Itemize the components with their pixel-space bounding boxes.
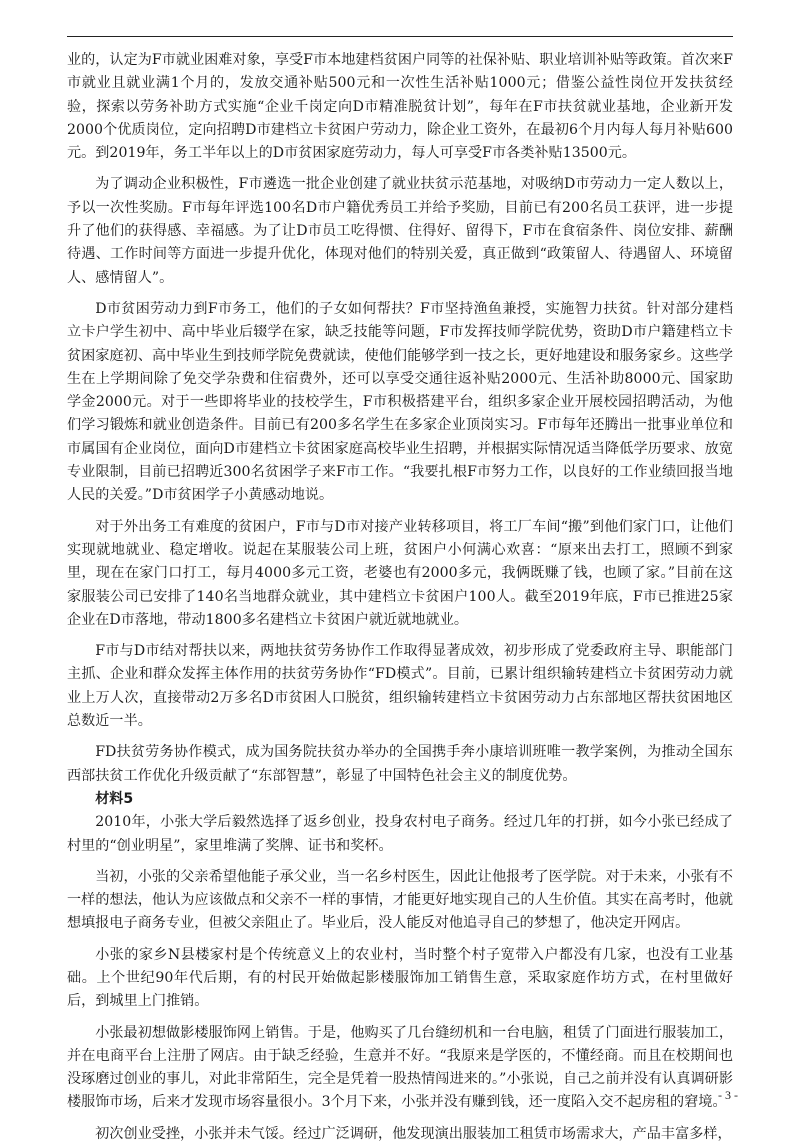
paragraph-gap [67, 1115, 733, 1123]
paragraph-3: D市贫困劳动力到F市务工，他们的子女如何帮扶？F市坚持渔鱼兼授，实施智力扶贫。针对部分建档立卡户学生初中、高中毕业后辍学在家，缺乏技能等问题，F市发挥技师学院优势，资助D市户籍建档立卡贫困家庭初、高中毕业生到技师学院免费就读，使他们能够学到一技之长，更好地建设和服务家乡。这些学生在上学期间除了免交学杂费和住宿费外，还可以享受交通往返补贴2000元、生活补助8000元、国家助学金2000元。对于一些即将毕业的技校学生，F市积极搭建平台，组织多家企业开展校园招聘活动，为他们学习锻炼和就业创造条件。目前已有200多名学生在多家企业顶岗实习。F市每年还腾出一批事业单位和市属国有企业岗位，面向D市建档立卡贫困家庭高校毕业生招聘，并根据实际情况适当降低学历要求、放宽专业限制，目前已招聘近300名贫困学子来F市工作。“我要扎根F市努力工作，以良好的工作业绩回报当地人民的关爱。”D市贫困学子小黄感动地说。 [67, 300, 733, 504]
paragraph-gap [67, 290, 733, 298]
section-paragraph-5: 初次创业受挫，小张并未气馁。经过广泛调研，他发现演出服装加工租赁市场需求大，产品丰富多样， [95, 1125, 732, 1142]
paragraph-gap [67, 632, 733, 640]
paragraph-gap [67, 936, 733, 944]
paragraph-1: 业的，认定为F市就业困难对象，享受F市本地建档贫困户同等的社保补贴、职业培训补贴等政策。首次来F市就业且就业满1个月的，发放交通补贴500元和一次性生活补贴1000元；借鉴公益性岗位开发扶贫经验，探索以劳务补助方式实施“企业千岗定向D市精准脱贫计划”，每年在F市扶贫就业基地，企业新开发2000个优质岗位，定向招聘D市建档立卡贫困户劳动力，除企业工资外，在最初6个月内每人每月补贴600元。到2019年，务工半年以上的D市贫困家庭劳动力，每人可享受F市各类补贴13500元。 [67, 52, 733, 162]
paragraph-5: F市与D市结对帮扶以来，两地扶贫劳务协作工作取得显著成效，初步形成了党委政府主导、职能部门主抓、企业和群众发挥主体作用的扶贫劳务协作“FD模式”。目前，已累计组织输转建档立卡贫困劳动力就业上万人次，直接带动2万多名D市贫困人口脱贫，组织输转建档立卡贫困劳动力占东部地区帮扶贫困地区总数近一半。 [67, 643, 733, 730]
paragraph-4: 对于外出务工有难度的贫困户，F市与D市对接产业转移项目，将工厂车间“搬”到他们家门口，让他们实现就地就业、稳定增收。说起在某服装公司上班，贫困户小何满心欢喜：“原来出去打工，照顾不到家里，现在在家门口打工，每月4000多元工资，老婆也有2000多元，我俩既赚了钱，也顾了家。”目前在这家服装公司已安排了140名当地群众就业，其中建档立卡贫困户100人。截至2019年底，F市已推进25家企业在D市落地，带动1800多名建档立卡贫困户就近就地就业。 [67, 518, 733, 628]
page-number: - 3 - [718, 1088, 738, 1102]
paragraph-2: 为了调动企业积极性，F市遴选一批企业创建了就业扶贫示范基地，对吸纳D市劳动力一定人数以上，予以一次性奖励。F市每年评选100名D市户籍优秀员工并给予奖励，目前已有200名员工获评，进一步提升了他们的获得感、幸福感。为了让D市员工吃得惯、住得好、留得下，F市在食宿条件、岗位安排、薪酬待遇、工作时间等方面进一步提升优化，体现对他们的特别关爱，真正做到“政策留人、待遇留人、环境留人、感情留人”。 [67, 176, 733, 286]
paragraph-6: FD扶贫劳务协作模式，成为国务院扶贫办举办的全国携手奔小康培训班唯一教学案例，为推动全国东西部扶贫工作优化升级贡献了“东部智慧”，彰显了中国特色社会主义的制度优势。 [67, 744, 733, 784]
section-paragraph-4: 小张最初想做影楼服饰网上销售。于是，他购买了几台缝纫机和一台电脑，租赁了门面进行服装加工，并在电商平台上注册了网店。由于缺乏经验，生意并不好。“我原来是学医的，不懂经商。而且在校期间也没琢磨过创业的事儿，对此非常陌生，完全是凭着一股热情闯进来的。”小张说，自己之前并没有认真调研影楼服饰市场，后来才发现市场容量很小。3个月下来，小张并没有赚到钱，还一度陷入交不起房租的窘境。 [67, 1024, 733, 1111]
paragraph-gap [67, 733, 733, 741]
section-paragraph-3: 小张的家乡N县楼家村是个传统意义上的农业村，当时整个村子宽带入户都没有几家，也没有工业基础。上个世纪90年代后期，有的村民开始做起影楼服饰加工销售生意，采取家庭作坊方式，在村里做好后，到城里上门推销。 [67, 946, 733, 1010]
section-heading: 材料5 [95, 790, 134, 807]
header-rule [67, 36, 733, 37]
paragraph-gap [67, 508, 733, 516]
document-page [67, 36, 733, 1146]
section-paragraph-1: 2010年，小张大学后毅然选择了返乡创业，投身农村电子商务。经过几年的打拼，如今小张已经成了村里的“创业明星”，家里堆满了奖牌、证书和奖杯。 [67, 814, 733, 854]
paragraph-gap [67, 165, 733, 173]
section-paragraph-2: 当初，小张的父亲希望他能子承父业，当一名乡村医生，因此让他报考了医学院。对于未来，小张有不一样的想法，他认为应该做点和父亲不一样的事情，才能更好地实现自己的人生价值。其实在高考时，他就想填报电子商务专业，但被父亲阻止了。毕业后，没人能反对他追寻自己的梦想了，他决定开网店。 [67, 868, 733, 932]
paragraph-gap [67, 858, 733, 866]
paragraph-gap [67, 1014, 733, 1022]
